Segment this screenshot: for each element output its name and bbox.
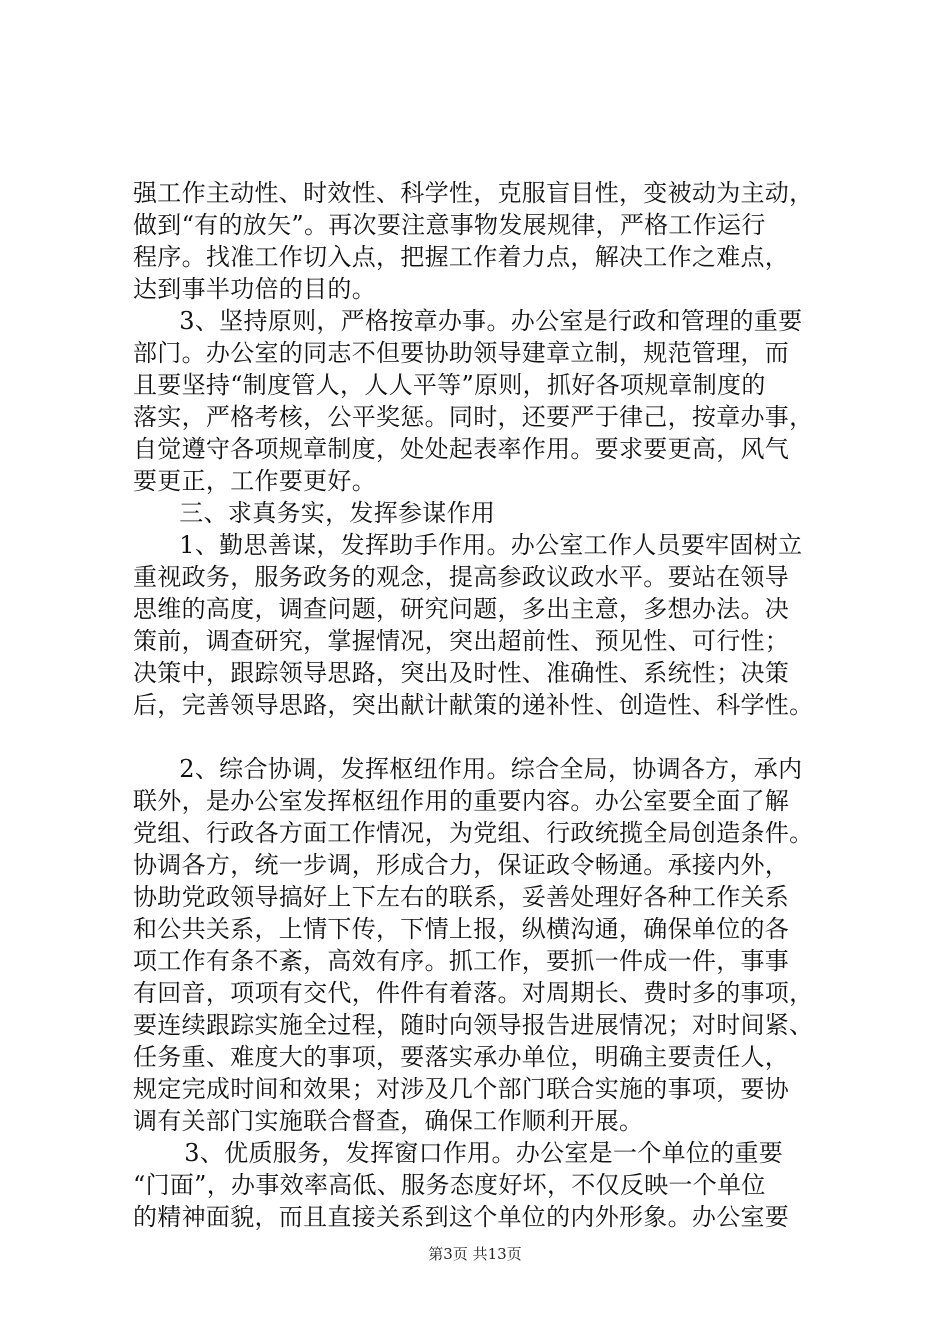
body-text-line: 程序。找准工作切入点，把握工作着力点，解决工作之难点， bbox=[133, 243, 790, 271]
body-text-line: 项工作有条不紊，高效有序。抓工作，要抓一件成一件，事事 bbox=[133, 947, 790, 975]
body-text-line: 策前，调查研究，掌握情况，突出超前性、预见性、可行性； bbox=[133, 627, 790, 655]
body-text-line: 协助党政领导搞好上下左右的联系，妥善处理好各种工作关系 bbox=[133, 883, 790, 911]
body-text-line: 党组、行政各方面工作情况，为党组、行政统揽全局创造条件。 bbox=[133, 819, 814, 847]
body-text-line: 决策中，跟踪领导思路，突出及时性、准确性、系统性；决策 bbox=[133, 659, 790, 687]
body-text-line: 且要坚持“制度管人，人人平等”原则，抓好各项规章制度的 bbox=[133, 371, 766, 399]
body-text-line: 自觉遵守各项规章制度，处处起表率作用。要求要更高，风气 bbox=[133, 435, 790, 463]
body-text-line: 和公共关系，上情下传，下情上报，纵横沟通，确保单位的各 bbox=[133, 915, 790, 943]
page-footer: 第3页 共13页 bbox=[428, 1245, 522, 1263]
body-text-line: 达到事半功倍的目的。 bbox=[133, 275, 376, 303]
body-text-line: 协调各方，统一步调，形成合力，保证政令畅通。承接内外， bbox=[133, 851, 790, 879]
section-heading: 三、求真务实，发挥参谋作用 bbox=[155, 499, 496, 527]
body-text-line: 任务重、难度大的事项，要落实承办单位，明确主要责任人， bbox=[133, 1043, 790, 1071]
body-text-line: 的精神面貌，而且直接关系到这个单位的内外形象。办公室要 bbox=[133, 1203, 790, 1231]
body-text-line: 做到“有的放矢”。再次要注意事物发展规律，严格工作运行 bbox=[133, 211, 766, 239]
body-text-line: 后，完善领导思路，突出献计献策的递补性、创造性、科学性。 bbox=[133, 691, 814, 719]
body-text-line: 规定完成时间和效果；对涉及几个部门联合实施的事项，要协 bbox=[133, 1075, 790, 1103]
body-text-line: 1、勤思善谋，发挥助手作用。办公室工作人员要牢固树立 bbox=[155, 531, 803, 559]
body-text-line: 重视政务，服务政务的观念，提高参政议政水平。要站在领导 bbox=[133, 563, 790, 591]
body-text-line: 强工作主动性、时效性、科学性，克服盲目性，变被动为主动， bbox=[133, 179, 814, 207]
body-text-line: 3、坚持原则，严格按章办事。办公室是行政和管理的重要 bbox=[155, 307, 803, 335]
body-text-line: 思维的高度，调查问题，研究问题，多出主意，多想办法。决 bbox=[133, 595, 790, 623]
body-text-line: 联外，是办公室发挥枢纽作用的重要内容。办公室要全面了解 bbox=[133, 787, 790, 815]
body-text-line: 有回音，项项有交代，件件有着落。对周期长、费时多的事项， bbox=[133, 979, 814, 1007]
body-text-line: 3、优质服务，发挥窗口作用。办公室是一个单位的重要 bbox=[160, 1139, 784, 1167]
body-text-line: 要更正，工作要更好。 bbox=[133, 467, 376, 495]
body-text-line: 调有关部门实施联合督查，确保工作顺利开展。 bbox=[133, 1107, 644, 1135]
body-text-line: “门面”，办事效率高低、服务态度好坏，不仅反映一个单位 bbox=[133, 1171, 766, 1199]
body-text-line: 落实，严格考核，公平奖惩。同时，还要严于律己，按章办事， bbox=[133, 403, 814, 431]
body-text-line: 2、综合协调，发挥枢纽作用。综合全局，协调各方，承内 bbox=[155, 755, 803, 783]
body-text-line: 部门。办公室的同志不但要协助领导建章立制，规范管理，而 bbox=[133, 339, 790, 367]
body-text-line: 要连续跟踪实施全过程，随时向领导报告进展情况；对时间紧、 bbox=[133, 1011, 814, 1039]
